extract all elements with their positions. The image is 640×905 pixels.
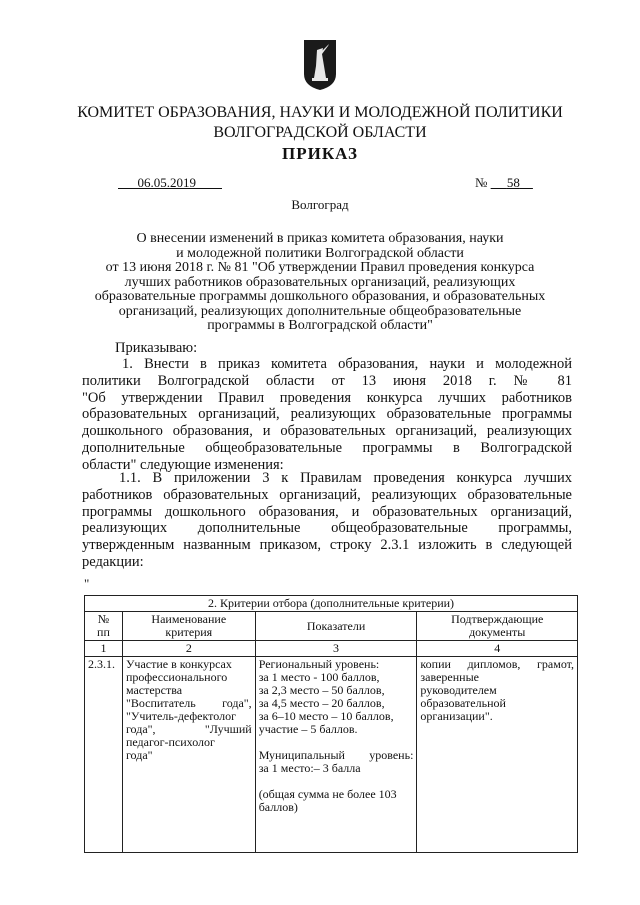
header-docs-line: документы [469,625,526,639]
paragraph-line: дошкольного образования, и образовательных организаций, реализующих [82,423,572,440]
table-section-title: 2. Критерии отбора (дополнительные критерии) [85,596,578,612]
document-line: копии дипломов, грамот, [420,657,574,671]
paragraph-line: реализующих дополнительные общеобразовательные программы, [82,520,572,537]
criterion-line: профессионального [125,670,228,684]
document-line: образовательной [420,696,506,710]
table-section-row [85,596,578,612]
subject-line: О внесении изменений в приказ комитета образования, науки [136,231,504,246]
city: Волгоград [291,197,349,212]
paragraph-line: политики Волгоградской области от 13 июня 2018 г. № 81 [82,372,572,389]
org-name-line1: КОМИТЕТ ОБРАЗОВАНИЯ, НАУКИ И МОЛОДЕЖНОЙ ПОЛИТИКИ [77,104,563,121]
paragraph-line: программы дошкольного образования, и образовательных организаций, [82,503,572,520]
table-row [85,657,578,853]
subject-line: программы в Волгоградской области" [207,318,433,333]
order-number-value: 58 [506,175,520,190]
indicator-line: участие – 5 баллов. [258,722,358,736]
org-name-line2: ВОЛГОГРАДСКОЙ ОБЛАСТИ [213,124,427,141]
coat-of-arms-icon [304,40,336,90]
header-indicators: Показатели [255,612,417,641]
paragraph-1 [82,356,572,474]
criterion-line: педагог-психолог [125,735,215,749]
header-number-line: пп [97,625,110,639]
subject-line: образовательные программы дошкольного образования, и образовательных [94,289,546,304]
number-sign: № [475,175,488,190]
indicator-line: за 4,5 место – 20 баллов, [258,696,385,710]
subject-line: лучших работников образовательных организаций, реализующих [124,274,516,290]
header-name-line: Наименование [151,612,227,626]
paragraph-line: "Об утверждении Правил проведения конкурса лучших работников [82,389,572,406]
row-number: 2.3.1. [85,657,123,853]
criterion-line: "Учитель-дефектолог [125,709,237,723]
header-number-line: № [97,612,110,626]
criterion-line: года", "Лучший [125,722,252,736]
paragraph-line: 1. Внести в приказ комитета образования, науки и молодежной [122,356,572,372]
opening-quote: " [84,576,90,591]
paragraph-line: образовательных организаций, реализующих образовательные программы [82,406,572,423]
order-date-value: 06.05.2019 [137,175,196,190]
header-number [85,612,123,641]
subject-line: от 13 июня 2018 г. № 81 "Об утверждении Правил проведения конкурса [105,260,535,275]
order-word: Приказываю: [115,340,198,356]
document-line: организации". [420,709,493,723]
indicator-line: за 2,3 место – 50 баллов, [258,683,385,697]
criterion-line: "Воспитатель года", [125,696,252,710]
document-line: руководителем [420,683,497,697]
document-line: заверенные [420,670,479,684]
documents-cell [417,657,578,853]
column-number: 1 [85,641,123,657]
order-date [118,175,222,191]
header-name-line: критерия [165,625,213,639]
column-number: 3 [255,641,417,657]
paragraph-line: дополнительные общеобразовательные программы в Волгоградской [82,439,572,456]
criterion-name-cell [122,657,255,853]
paragraph-line: области" следующие изменения: [82,456,284,473]
municipal-line: Муниципальный уровень: [258,748,414,762]
header-criterion-name [122,612,255,641]
order-subject [70,232,570,334]
total-line: баллов) [258,800,298,814]
criterion-line: Участие в конкурсах [125,657,232,671]
paragraph-line: редакции: [82,553,144,570]
indicator-line: за 6–10 место – 10 баллов, [258,709,394,723]
column-number: 4 [417,641,578,657]
table-header-row [85,612,578,641]
indicator-line: за 1 место - 100 баллов, [258,670,380,684]
municipal-line: за 1 место:– 3 балла [258,761,361,775]
paragraph-2 [82,470,572,571]
header-documents [417,612,578,641]
total-line: (общая сумма не более 103 [258,787,397,801]
indicator-line: Региональный уровень: [258,657,380,671]
column-number: 2 [122,641,255,657]
order-number [475,175,533,191]
column-number-row [85,641,578,657]
header-docs-line: Подтверждающие [451,612,544,626]
criteria-table [84,595,578,853]
paragraph-line: работников образовательных организаций, реализующих образовательные [82,486,572,503]
paragraph-line: 1.1. В приложении 3 к Правилам проведения конкурса лучших [119,470,572,486]
document-type-title: ПРИКАЗ [282,144,358,163]
criterion-line: мастерства [125,683,183,697]
criterion-line: года" [125,748,153,762]
subject-line: организаций, реализующих дополнительные общеобразовательные [118,303,522,319]
paragraph-line: утвержденным названным приказом, строку 2.3.1 изложить в следующей [82,537,572,554]
subject-line: и молодежной политики Волгоградской области [176,245,464,261]
indicators-cell [255,657,417,853]
